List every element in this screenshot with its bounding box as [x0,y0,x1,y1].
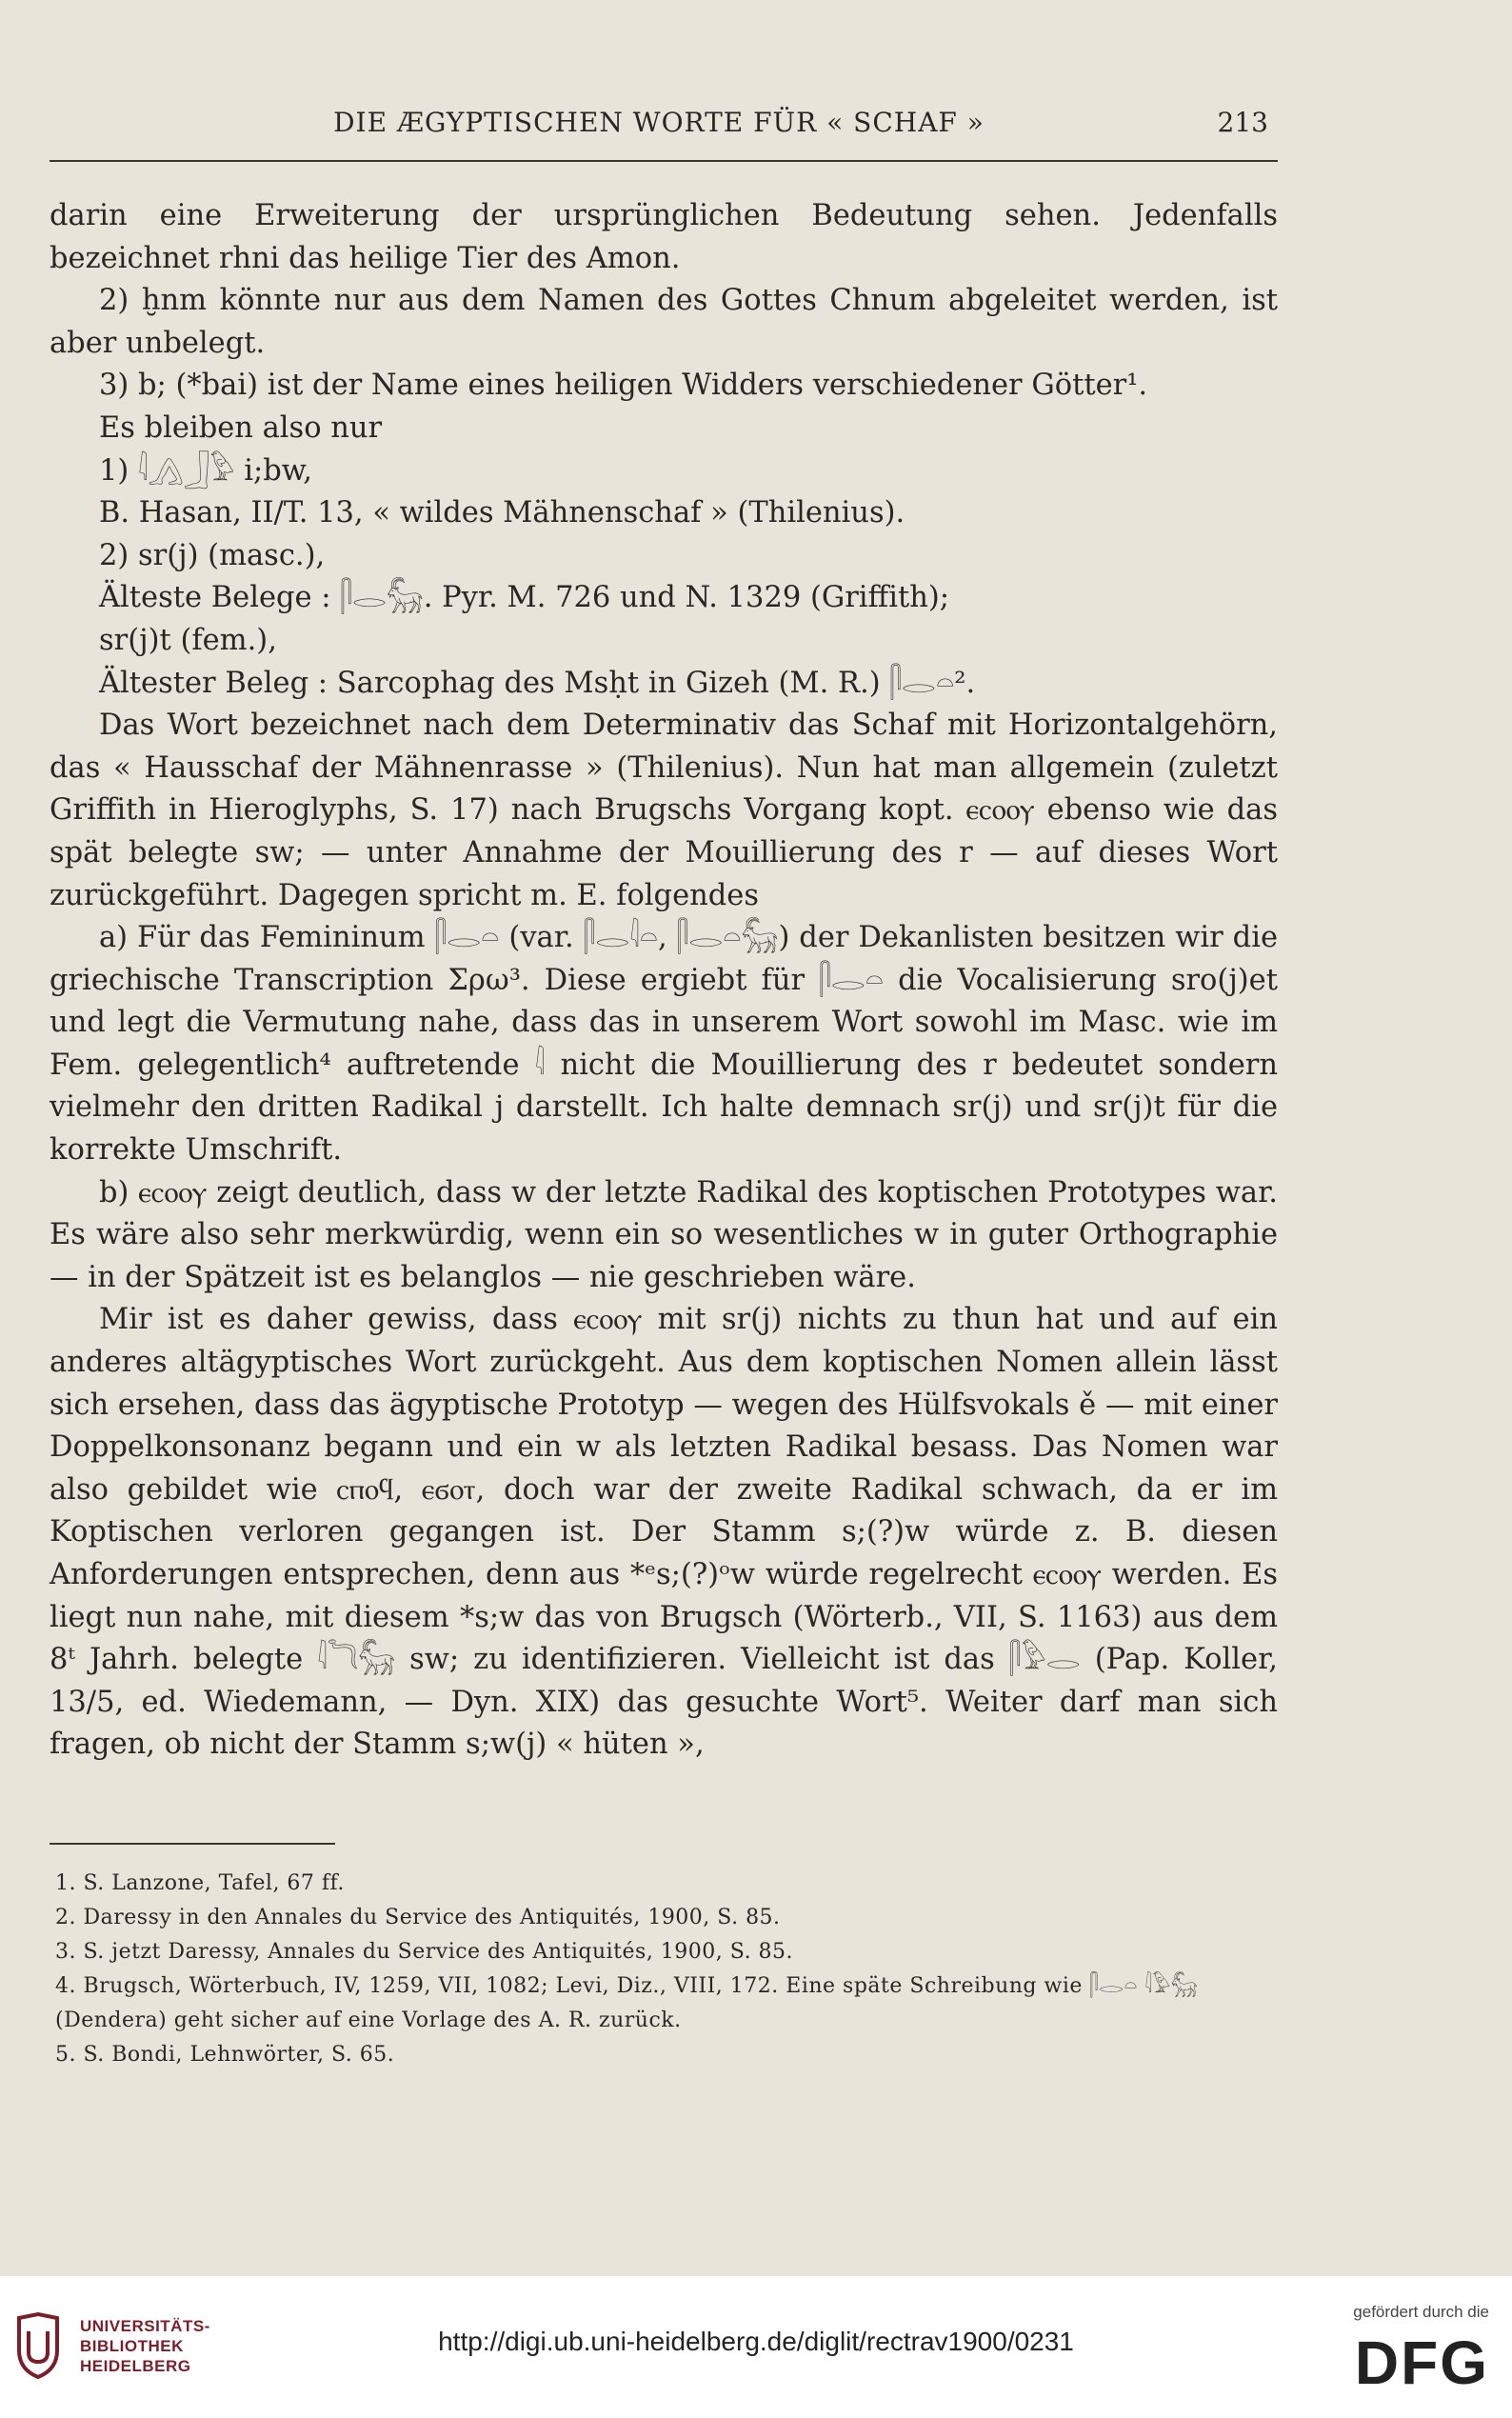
paragraph: 3) b; (*bai) ist der Name eines heiligen Widders verschiedener Götter¹. [99,369,1148,403]
footnote-rule [50,1843,335,1845]
footnote: 2. Daressy in den Annales du Service des Antiquités, 1900, S. 85. [55,1906,781,1929]
paragraph: B. Hasan, II/T. 13, « wildes Mähnenschaf » (Thilenius). [99,496,905,530]
footnote: 4. Brugsch, Wörterbuch, IV, 1259, VII, 1082; Levi, Diz., VIII, 172. Eine späte Schreibung wie 𓋴𓂋𓏏 𓇋𓅱𓃵 (Dendera) geht sicher auf eine Vorlage des A. R. zurück. [55,1974,1199,2032]
paragraph: Mir ist es daher gewiss, dass ⲉⲥⲟⲟⲩ mit sr(j) nichts zu thun hat und auf ein anderes altägyptisches Wort zurückgeht. Aus dem koptischen Nomen allein lässt sich ersehen, dass das ägyptische Prototyp — wegen des Hülfsvokals ě — mit einer Doppelkonsonanz begann und ein w als letzten Radikal besass. Das Nomen war also gebildet wie ⲥⲡⲟϥ, ⲉϭⲟⲧ, doch war der zweite Radikal schwach, da er im Koptischen verloren gegangen ist. Der Stamm s;(?)w würde z. B. diesen Anforderungen entsprechen, denn aus *ᵉs;(?)ᵒw würde regelrecht ⲉⲥⲟⲟⲩ werden. Es liegt nun nahe, mit diesem *s;w das von Brugsch (Wörterb., VII, S. 1163) aus dem 8ᵗ Jahrh. belegte 𓇋𓆓𓃵 sw; zu identifizieren. Vielleicht ist das 𓋴𓅱𓂋 (Pap. Koller, 13/5, ed. Wiedemann, — Dyn. XIX) das gesuchte Wort⁵. Weiter darf man sich fragen, ob nicht der Stamm s;w(j) « hüten », [50,1303,1278,1762]
footnotes [55,1867,1264,2072]
paragraph: 1) 𓇋𓂻𓃀𓅱 i;bw, [99,453,312,488]
page-header [50,107,1268,145]
paragraph: sr(j)t (fem.), [99,623,277,657]
paragraph: Ältester Beleg : Sarcophag des Msḥt in Gizeh (M. R.) 𓋴𓂋𓏏². [99,666,976,700]
paragraph: Es bleiben also nur [99,410,383,445]
footnote: 5. S. Bondi, Lehnwörter, S. 65. [55,2043,395,2067]
paragraph: darin eine Erweiterung der ursprünglichen Bedeutung sehen. Jedenfalls bezeichnet rhni das heilige Tier des Amon. [50,199,1278,275]
dfg-logo: DFG [1354,2328,1489,2397]
paragraph: Älteste Belege : 𓋴𓂋𓃵. Pyr. M. 726 und N. 1329 (Griffith); [99,581,950,615]
library-name: UNIVERSITÄTS- BIBLIOTHEK HEIDELBERG [80,2317,210,2375]
paragraph: b) ⲉⲥⲟⲟⲩ zeigt deutlich, dass w der letzte Radikal des koptischen Prototypes war. Es wäre also sehr merkwürdig, wenn ein so wesentliches w in guter Orthographie — in der Spätzeit ist es belanglos — nie geschrieben wäre. [50,1175,1278,1294]
body-text [50,195,1278,1767]
funding-note: gefördert durch die [1353,2303,1489,2321]
header-rule [50,160,1278,162]
paragraph: a) Für das Femininum 𓋴𓂋𓏏 (var. 𓋴𓂋𓇋𓏏, 𓋴𓂋𓏏𓃵) der Dekanlisten besitzen wir die griechische Transcription Σρω³. Diese ergiebt für 𓋴𓂋𓏏 die Vocalisierung sro(j)et und legt die Vermutung nahe, dass das in unserem Wort sowohl im Masc. wie im Fem. gelegentlich⁴ auftretende 𓇋 nicht die Mouillierung des r bedeutet sondern vielmehr den dritten Radikal j darstellt. Ich halte demnach sr(j) und sr(j)t für die korrekte Umschrift. [50,921,1278,1168]
paragraph: 2) ḫnm könnte nur aus dem Namen des Gottes Chnum abgeleitet werden, ist aber unbelegt. [50,284,1278,360]
page-number: 213 [1217,107,1268,138]
running-title: DIE ÆGYPTISCHEN WORTE FÜR « SCHAF » [333,107,985,138]
paragraph: Das Wort bezeichnet nach dem Determinativ das Schaf mit Horizontalgehörn, das « Hausschaf der Mähnenrasse » (Thilenius). Nun hat man allgemein (zuletzt Griffith in Hieroglyphs, S. 17) nach Brugschs Vorgang kopt. ⲉⲥⲟⲟⲩ ebenso wie das spät belegte sw; — unter Annahme der Mouillierung des r — auf dieses Wort zurückgeführt. Dagegen spricht m. E. folgendes [50,709,1278,912]
permalink-url[interactable]: http://digi.ub.uni-heidelberg.de/diglit/rectrav1900/0231 [438,2327,1074,2356]
footnote: 3. S. jetzt Daressy, Annales du Service des Antiquités, 1900, S. 85. [55,1940,794,1964]
paragraph: 2) sr(j) (masc.), [99,538,326,572]
footnote: 1. S. Lanzone, Tafel, 67 ff. [55,1871,345,1895]
